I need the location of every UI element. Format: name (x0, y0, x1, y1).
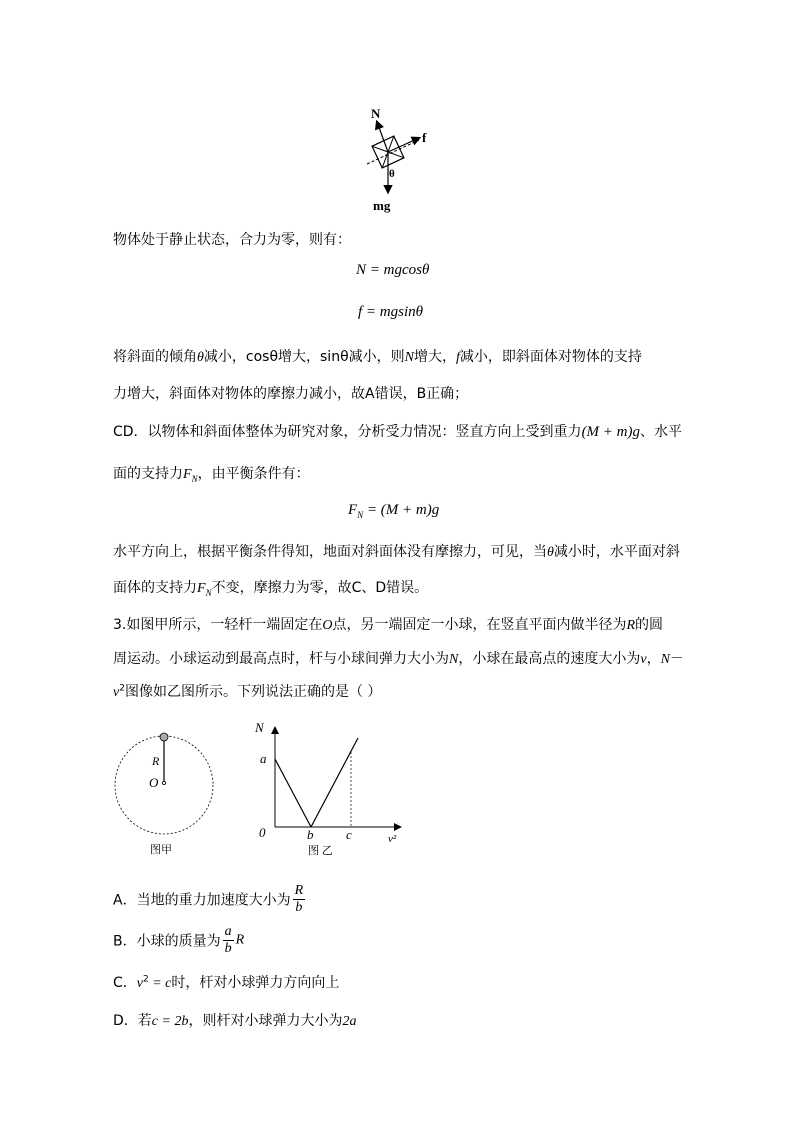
label-theta: θ (389, 168, 395, 180)
paragraph-angle-line1: 将斜面的倾角θ减小，cosθ增大，sinθ减小，则N增大，f减小，即斜面体对物体的支持 (113, 349, 642, 365)
label-r: R (152, 754, 160, 768)
ball (160, 733, 168, 741)
y-axis-label: N (255, 720, 264, 735)
equation-n: N = mgcosθ (356, 262, 430, 278)
option-a: A．当地的重力加速度大小为 $\frac{R}{b}$ (113, 883, 304, 915)
label-o: O (149, 775, 159, 790)
figure-jia (108, 728, 220, 858)
label-mg: mg (373, 198, 391, 213)
question-3-line1: 3.如图甲所示，一轻杆一端固定在O点，另一端固定一小球，在竖直平面内做半径为R的圆 (113, 617, 664, 633)
equation-fn: $F_N = (M + m)g$ (348, 502, 440, 520)
tick-label-0: 0 (259, 825, 266, 840)
label-n: N (371, 106, 381, 121)
option-c: C．$v^2 = c$时，杆对小球弹力方向向上 (113, 974, 340, 991)
paragraph-angle-line2: 力增大，斜面体对物体的摩擦力减小，故A错误，B正确； (113, 386, 469, 402)
option-d: D．若c = 2b，则杆对小球弹力大小为2a (113, 1013, 357, 1029)
question-3-line3: $v^2$图像如乙图所示。下列说法正确的是（ ） (113, 683, 382, 700)
paragraph-horizontal-line1: 水平方向上，根据平衡条件得知，地面对斜面体没有摩擦力，可见，当θ减小时，水平面对斜 (113, 544, 680, 560)
force-diagram (355, 100, 445, 215)
figure-yi-chart (250, 718, 405, 858)
x-axis-label: v² (388, 833, 397, 845)
label-f: f (422, 130, 427, 145)
paragraph-horizontal-line2: 面体的支持力$F_N$不变，摩擦力为零，故C、D错误。 (113, 580, 429, 598)
series-segment-1 (275, 759, 311, 827)
paragraph-cd-line2: 面的支持力$F_N$，由平衡条件有： (113, 466, 310, 484)
caption-yi: 图 乙 (308, 845, 333, 857)
tick-label-c: c (346, 827, 352, 842)
normal-force-arrow (377, 122, 388, 152)
tick-label-a: a (260, 751, 267, 766)
pivot (162, 781, 165, 784)
equation-f: f = mgsinθ (358, 304, 423, 320)
paragraph-static-state: 物体处于静止状态，合力为零，则有： (113, 232, 351, 248)
option-b: B．小球的质量为 $\frac{a}{b}$ R (113, 924, 245, 956)
caption-jia: 图甲 (150, 844, 172, 856)
tick-label-b: b (307, 827, 314, 842)
paragraph-cd-line1: CD．以物体和斜面体整体为研究对象，分析受力情况：竖直方向上受到重力(M + m)g、水平 (113, 424, 683, 440)
question-3-line2: 周运动。小球运动到最高点时，杆与小球间弹力大小为N，小球在最高点的速度大小为v，N－ (113, 651, 684, 667)
